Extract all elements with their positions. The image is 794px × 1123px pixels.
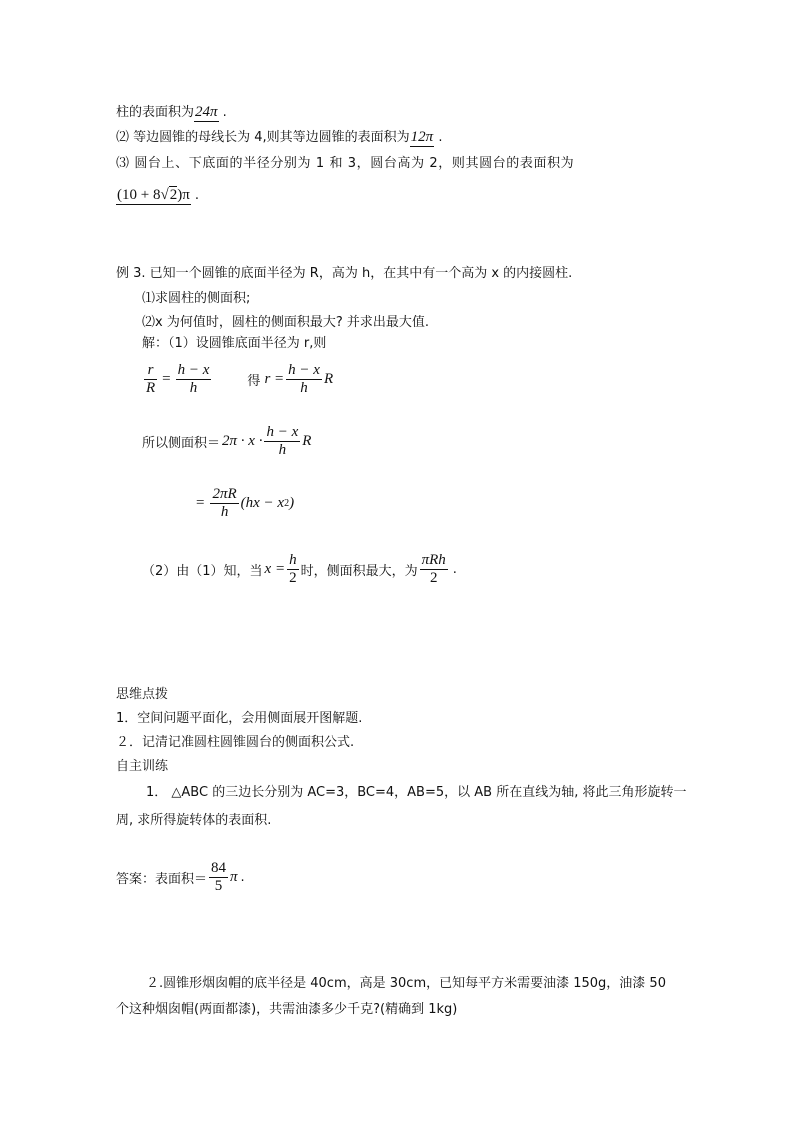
- fraction-h-minus-x-over-h-3: [264, 424, 300, 459]
- R-factor: R: [323, 371, 334, 387]
- equilateral-cone-line: [116, 128, 442, 148]
- exponent: 2: [284, 498, 290, 509]
- lateral-area-label: 所以侧面积＝: [142, 436, 221, 451]
- fraction-h-over-2: [287, 552, 299, 587]
- expr-open: (10 + 8: [117, 187, 161, 203]
- fraction-piRh-over-2: [420, 552, 448, 587]
- fraction-84-over-5: [209, 860, 228, 895]
- surface-area-cylinder-line: [116, 103, 227, 123]
- denominator: 5: [214, 878, 223, 894]
- solution-start: [142, 334, 326, 354]
- solution-text: 解：（1）设圆锥底面半径为 r,则: [142, 336, 327, 351]
- denominator: h: [220, 504, 229, 520]
- example-3-question-1: [142, 289, 250, 309]
- R-factor: R: [302, 433, 312, 449]
- denominator: h: [300, 380, 308, 396]
- part-2-answer: [142, 552, 457, 587]
- lateral-factor: 2π · x ·: [222, 433, 263, 449]
- numerator: 84: [211, 860, 227, 876]
- fraction-r-over-R: [144, 362, 157, 397]
- answer-blank: [116, 186, 191, 205]
- r-equals: r =: [264, 371, 285, 387]
- practice-q1-line1: [146, 783, 686, 803]
- numerator: h − x: [266, 424, 299, 440]
- question-2-text: ⑵x 为何值时，圆柱的侧面积最大? 并求出最大值.: [142, 315, 429, 330]
- numerator: h: [289, 552, 297, 568]
- thinking-item-text: 1．空间问题平面化，会用侧面展开图解题.: [116, 711, 363, 726]
- part-2-mid-text: 时，侧面积最大，为: [300, 564, 418, 579]
- question-text: 个这种烟囱帽(两面都漆)，共需油漆多少千克?(精确到 1kg): [116, 1002, 458, 1017]
- period: .: [222, 105, 227, 120]
- text: 柱的表面积为: [116, 105, 195, 120]
- question-1-text: ⑴求圆柱的侧面积;: [142, 291, 251, 306]
- period: .: [240, 870, 245, 885]
- pi-symbol: π: [230, 869, 238, 885]
- thinking-item-text: ２．记清记准圆柱圆锥圆台的侧面积公式.: [116, 735, 355, 750]
- period: .: [452, 562, 457, 577]
- answer-blank: 24π: [195, 104, 218, 120]
- frustum-answer-line: [116, 186, 199, 206]
- lateral-area-equation: [142, 424, 311, 459]
- equals-sign: =: [196, 495, 205, 511]
- thinking-item-1: [116, 709, 362, 729]
- expr-close: )π: [177, 187, 190, 203]
- numerator: 2πR: [212, 486, 237, 502]
- denominator: 2: [429, 570, 438, 586]
- question-text: ２.圆锥形烟囱帽的底半径是 40cm，高是 30cm，已知每平方米需要油漆 150g，油漆 50: [146, 976, 666, 991]
- practice-answer: [116, 860, 245, 895]
- close-paren: ): [289, 495, 295, 511]
- fraction-h-minus-x-over-h: [176, 362, 212, 397]
- equals-sign: =: [162, 371, 171, 387]
- x-equals: x =: [264, 561, 286, 577]
- numerator: h − x: [177, 362, 210, 378]
- sqrt-radicand: 2: [169, 187, 178, 203]
- practice-q2-line1: [146, 974, 666, 994]
- thinking-item-2: [116, 733, 354, 753]
- practice-q2-line2: [116, 1000, 457, 1020]
- numerator: r: [147, 362, 154, 378]
- text: ⑵ 等边圆锥的母线长为 4,则其等边圆锥的表面积为: [116, 130, 410, 145]
- get-text: 得: [247, 374, 261, 389]
- denominator: h: [278, 442, 287, 458]
- period: .: [438, 130, 443, 145]
- example-3-title: [116, 264, 572, 284]
- period: .: [194, 188, 200, 203]
- part-2-text: （2）由（1）知，当: [142, 564, 263, 579]
- denominator: h: [189, 380, 198, 396]
- fraction-2piR-over-h: [210, 486, 238, 521]
- question-text: 1． △ABC 的三边长分别为 AC=3，BC=4，AB=5，以 AB 所在直线为轴, 将此三角形旋转一: [146, 785, 687, 800]
- numerator: πRh: [421, 552, 446, 568]
- practice-q1-line2: [116, 811, 271, 831]
- frustum-question-line: [116, 154, 574, 174]
- fraction-h-minus-x-over-h-2: [286, 362, 322, 397]
- answer-label: 答案：表面积＝: [116, 872, 208, 887]
- answer-blank: 12π: [410, 129, 434, 145]
- text: ⑶ 圆台上、下底面的半径分别为 1 和 3，圆台高为 2，则其圆台的表面积为: [116, 156, 575, 171]
- ratio-equation: [142, 362, 333, 397]
- practice-title: [116, 757, 168, 777]
- lateral-area-simplified: [196, 486, 294, 521]
- example-3-text: 例 3. 已知一个圆锥的底面半径为 R，高为 h，在其中有一个高为 x 的内接圆柱.: [116, 266, 573, 281]
- sqrt: √2: [160, 187, 178, 203]
- thinking-title: [116, 685, 168, 705]
- section-title: 思维点拨: [116, 687, 169, 702]
- parenthesized-expr: (hx − x: [240, 495, 285, 511]
- section-title: 自主训练: [116, 759, 169, 774]
- denominator: 2: [289, 570, 297, 586]
- denominator: R: [146, 380, 156, 396]
- question-text: 周, 求所得旋转体的表面积.: [116, 813, 272, 828]
- example-3-question-2: [142, 313, 429, 333]
- numerator: h − x: [288, 362, 320, 378]
